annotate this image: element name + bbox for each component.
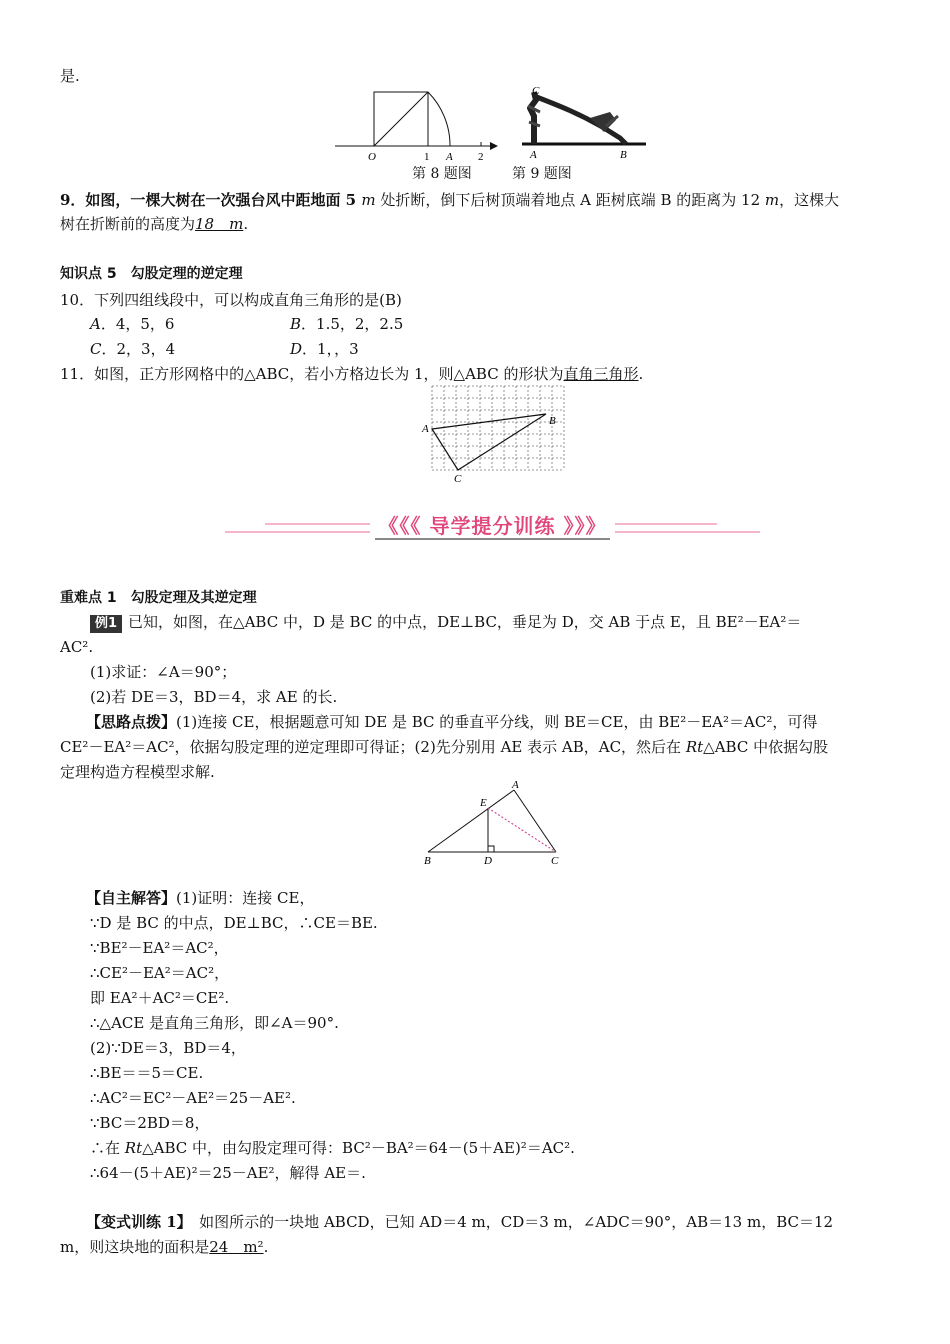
solution-line-8: ∴BE＝＝5＝CE. (90, 1064, 204, 1082)
figure-9-caption: 第 9 题图 (512, 166, 572, 182)
solution-line-3: ∵BE²－EA²＝AC²， (90, 939, 229, 957)
fig8-label-o: O (368, 151, 376, 163)
ex-fig-label-d: D (484, 855, 492, 867)
fig11-label-b: B (549, 415, 556, 427)
fig8-label-1: 1 (424, 151, 430, 163)
q9-text-e: . (243, 215, 249, 233)
q10-option-a-letter: A (90, 315, 101, 333)
ex-fig-label-a: A (512, 779, 519, 791)
figure-8-caption: 第 8 题图 (412, 166, 472, 182)
example-1-text-1: 已知，如图，在△ABC 中，D 是 BC 的中点，DE⊥BC，垂足为 D，交 AB 于点 E，且 BE²－EA²＝ (128, 613, 802, 631)
example-1-part-1: (1)求证：∠A＝90°； (90, 663, 237, 681)
fig8-label-2: 2 (478, 151, 484, 163)
example-triangle-figure (420, 778, 570, 870)
q11-text-a: 11．如图，正方形网格中的△ABC，若小方格边长为 1，则△ABC 的形状为 (60, 365, 564, 383)
solution-line-9: ∴AC²＝EC²－AE²＝25－AE². (90, 1089, 296, 1107)
q10-stem: 10．下列四组线段中，可以构成直角三角形的是(B) (60, 291, 402, 309)
solution-line-10: ∵BC＝2BD＝8， (90, 1114, 210, 1132)
example-badge: 例1 (90, 615, 122, 633)
q9-text-a: 9．如图，一棵大树在一次强台风中距地面 5 (60, 191, 362, 209)
solution-line-5: 即 EA²＋AC²＝CE². (90, 989, 230, 1007)
variant-answer: 24 m² (209, 1238, 264, 1256)
hint-line-3: 定理构造方程模型求解. (60, 763, 215, 781)
banner-title: 《《《 导学提分训练 》》》 (378, 514, 607, 538)
q9-line-1 (60, 190, 839, 210)
example-1-line-1 (90, 612, 801, 633)
q9-text-b: 处折断，倒下后树顶端着地点 A 距树底端 B 的距离为 12 (375, 191, 765, 209)
fig9-label-b: B (620, 149, 627, 161)
q10-option-d-text: ．1，，3 (302, 340, 359, 358)
hint-line-1 (86, 712, 817, 732)
fig9-label-c: C (532, 85, 540, 97)
solution-line-4: ∴CE²－EA²＝AC²， (90, 964, 230, 982)
figure-11-grid-triangle (418, 384, 568, 484)
solution-line-12: ∴64－(5＋AE)²＝25－AE²，解得 AE＝. (90, 1164, 366, 1182)
solution-text-11a: ∴在 (90, 1139, 125, 1157)
key-point-1-title: 重难点 1 勾股定理及其逆定理 (60, 590, 257, 606)
variant-line-2 (60, 1237, 268, 1257)
ex-fig-label-c: C (551, 855, 559, 867)
figure-8-number-line (330, 86, 510, 166)
q11-answer: 直角三角形 (563, 365, 639, 383)
variant-label: 【变式训练 1】 (86, 1213, 185, 1231)
hint-text-1: (1)连接 CE，根据题意可知 DE 是 BC 的垂直平分线，则 BE＝CE，由 BE²－EA²＝AC²，可得 (176, 713, 818, 731)
variant-text-2b: . (263, 1238, 269, 1256)
variant-line-1 (86, 1212, 833, 1232)
q10-option-c-letter: C (90, 340, 102, 358)
hint-label: 【思路点拨】 (86, 713, 177, 731)
solution-rt: Rt (124, 1139, 143, 1157)
q11-text-b: . (638, 365, 644, 383)
q10-option-b (290, 314, 403, 334)
q10-option-b-letter: B (290, 315, 302, 333)
hint-rt: Rt (685, 738, 704, 756)
fig8-label-a: A (446, 151, 453, 163)
knowledge-point-5-title: 知识点 5 勾股定理的逆定理 (60, 266, 243, 282)
q9-unit-1: m (361, 191, 376, 209)
q11-text (60, 364, 643, 384)
ex-fig-label-e: E (480, 797, 487, 809)
q9-text-c: ，这棵大 (779, 191, 840, 209)
solution-line-2: ∵D 是 BC 的中点，DE⊥BC，∴CE＝BE. (90, 914, 378, 932)
figure-9-broken-tree (520, 86, 650, 166)
q10-option-d-letter: D (290, 340, 303, 358)
q9-answer: 18 m (195, 215, 244, 233)
q9-text-d: 树在折断前的高度为 (60, 215, 196, 233)
solution-text-1: (1)证明：连接 CE， (176, 889, 315, 907)
q10-option-d (290, 339, 359, 359)
section-banner (225, 508, 760, 540)
q10-option-c-text: ．2，3，4 (101, 340, 176, 358)
example-1-line-2: AC². (60, 638, 94, 656)
variant-text-2a: m，则这块地的面积是 (60, 1238, 210, 1256)
fig9-label-a: A (530, 149, 537, 161)
continued-text: 是. (60, 67, 80, 85)
q10-option-c (90, 339, 175, 359)
example-1-part-2: (2)若 DE＝3，BD＝4，求 AE 的长. (90, 688, 338, 706)
q10-option-a-text: ．4，5，6 (100, 315, 175, 333)
solution-text-11b: △ABC 中，由勾股定理可得：BC²－BA²＝64－(5＋AE)²＝AC². (142, 1139, 575, 1157)
q10-option-b-text: ．1.5，2，2.5 (301, 315, 404, 333)
q10-option-a (90, 314, 174, 334)
solution-label: 【自主解答】 (86, 889, 177, 907)
hint-text-2a: CE²－EA²＝AC²，依据勾股定理的逆定理即可得证；(2)先分别用 AE 表示 AB，AC，然后在 (60, 738, 686, 756)
fig11-label-a: A (422, 423, 429, 435)
variant-text-1: 如图所示的一块地 ABCD，已知 AD＝4 m，CD＝3 m，∠ADC＝90°，AB＝13 m，BC＝12 (184, 1213, 834, 1231)
q9-unit-2: m (764, 191, 780, 209)
q9-line-2 (60, 214, 248, 234)
solution-line-6: ∴△ACE 是直角三角形，即∠A＝90°. (90, 1014, 339, 1032)
hint-text-2b: △ABC 中依据勾股 (703, 738, 829, 756)
ex-fig-label-b: B (424, 855, 431, 867)
fig11-label-c: C (454, 473, 462, 485)
solution-line-11 (90, 1138, 575, 1158)
solution-line-7: (2)∵DE＝3，BD＝4， (90, 1039, 246, 1057)
hint-line-2 (60, 737, 828, 757)
solution-line-1 (86, 888, 314, 908)
